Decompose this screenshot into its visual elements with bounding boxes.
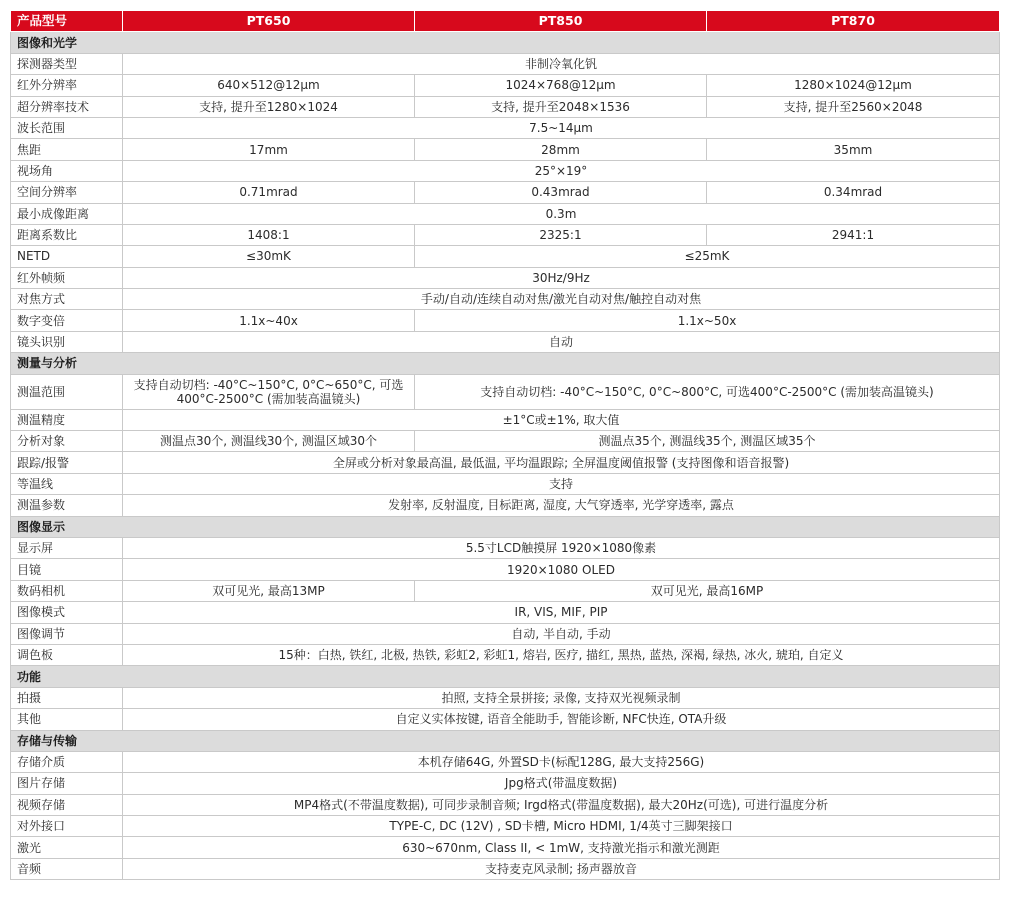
spec-value: 支持自动切档: -40°C~150°C, 0°C~650°C, 可选400°C-2500°C (需加装高温镜头) [123, 374, 415, 409]
spec-value: ≤30mK [123, 246, 415, 267]
section-title: 功能 [11, 666, 1000, 687]
spec-row [11, 580, 1000, 601]
spec-value: 17mm [123, 139, 415, 160]
spec-row [11, 139, 1000, 160]
spec-label: 目镜 [11, 559, 123, 580]
spec-label: 超分辨率技术 [11, 96, 123, 117]
spec-row [11, 53, 1000, 74]
spec-row [11, 246, 1000, 267]
spec-value: 2941:1 [707, 224, 1000, 245]
spec-label: 数码相机 [11, 580, 123, 601]
spec-row [11, 495, 1000, 516]
spec-sheet [0, 10, 1009, 880]
spec-row [11, 602, 1000, 623]
spec-value: Jpg格式(带温度数据) [123, 773, 1000, 794]
section-header-row [11, 516, 1000, 537]
spec-row [11, 75, 1000, 96]
spec-label: 对焦方式 [11, 289, 123, 310]
model-pt870: PT870 [707, 11, 1000, 32]
spec-label: 视场角 [11, 160, 123, 181]
spec-value: 双可见光, 最高13MP [123, 580, 415, 601]
section-header-row [11, 730, 1000, 751]
spec-row [11, 331, 1000, 352]
spec-value: ≤25mK [415, 246, 1000, 267]
spec-row [11, 431, 1000, 452]
spec-row [11, 203, 1000, 224]
spec-value: 28mm [415, 139, 707, 160]
spec-value: ±1°C或±1%, 取大值 [123, 409, 1000, 430]
spec-label: 测温参数 [11, 495, 123, 516]
spec-row [11, 473, 1000, 494]
spec-value: 非制冷氧化钒 [123, 53, 1000, 74]
spec-row [11, 687, 1000, 708]
spec-row [11, 816, 1000, 837]
spec-value: 640×512@12μm [123, 75, 415, 96]
spec-value: 0.43mrad [415, 182, 707, 203]
spec-value: 0.34mrad [707, 182, 1000, 203]
spec-value: 手动/自动/连续自动对焦/激光自动对焦/触控自动对焦 [123, 289, 1000, 310]
spec-row [11, 182, 1000, 203]
spec-label: 跟踪/报警 [11, 452, 123, 473]
section-header-row [11, 32, 1000, 53]
section-title: 存储与传输 [11, 730, 1000, 751]
spec-label: 镜头识别 [11, 331, 123, 352]
spec-row [11, 160, 1000, 181]
spec-value: 7.5~14μm [123, 117, 1000, 138]
spec-row [11, 837, 1000, 858]
spec-row [11, 709, 1000, 730]
spec-value: 支持麦克风录制; 扬声器放音 [123, 858, 1000, 879]
spec-value: 15种：白热, 铁红, 北极, 热铁, 彩虹2, 彩虹1, 熔岩, 医疗, 描红, 黑热, 蓝热, 深褐, 绿热, 冰火, 琥珀, 自定义 [123, 644, 1000, 665]
spec-row [11, 310, 1000, 331]
spec-value: 1.1x~50x [415, 310, 1000, 331]
spec-value: 支持, 提升至2560×2048 [707, 96, 1000, 117]
spec-label: NETD [11, 246, 123, 267]
spec-label: 音频 [11, 858, 123, 879]
spec-value: 1.1x~40x [123, 310, 415, 331]
spec-row [11, 289, 1000, 310]
spec-label: 探测器类型 [11, 53, 123, 74]
spec-value: 自动 [123, 331, 1000, 352]
spec-value: 630~670nm, Class II, < 1mW, 支持激光指示和激光测距 [123, 837, 1000, 858]
spec-value: 30Hz/9Hz [123, 267, 1000, 288]
spec-row [11, 794, 1000, 815]
spec-value: 1920×1080 OLED [123, 559, 1000, 580]
model-pt850: PT850 [415, 11, 707, 32]
spec-label: 对外接口 [11, 816, 123, 837]
spec-value: IR, VIS, MIF, PIP [123, 602, 1000, 623]
section-header-row [11, 666, 1000, 687]
spec-value: 1408:1 [123, 224, 415, 245]
spec-row [11, 537, 1000, 558]
spec-value: 支持自动切档: -40°C~150°C, 0°C~800°C, 可选400°C-2500°C (需加装高温镜头) [415, 374, 1000, 409]
spec-row [11, 773, 1000, 794]
model-pt650: PT650 [123, 11, 415, 32]
spec-label: 存储介质 [11, 751, 123, 772]
spec-value: 全屏或分析对象最高温, 最低温, 平均温跟踪; 全屏温度阈值报警 (支持图像和语音报警) [123, 452, 1000, 473]
spec-value: 本机存储64G, 外置SD卡(标配128G, 最大支持256G) [123, 751, 1000, 772]
spec-row [11, 452, 1000, 473]
spec-label: 数字变倍 [11, 310, 123, 331]
spec-label: 激光 [11, 837, 123, 858]
spec-label: 波长范围 [11, 117, 123, 138]
spec-label: 其他 [11, 709, 123, 730]
spec-value: 1024×768@12μm [415, 75, 707, 96]
spec-value: MP4格式(不带温度数据), 可同步录制音频; Irgd格式(带温度数据), 最大20Hz(可选), 可进行温度分析 [123, 794, 1000, 815]
spec-row [11, 96, 1000, 117]
spec-value: 支持, 提升至2048×1536 [415, 96, 707, 117]
spec-label: 视频存储 [11, 794, 123, 815]
spec-label: 红外分辨率 [11, 75, 123, 96]
spec-value: 拍照, 支持全景拼接; 录像, 支持双光视频录制 [123, 687, 1000, 708]
spec-label: 拍摄 [11, 687, 123, 708]
spec-label: 距离系数比 [11, 224, 123, 245]
spec-body [11, 32, 1000, 880]
spec-label: 分析对象 [11, 431, 123, 452]
section-title: 图像显示 [11, 516, 1000, 537]
spec-value: 支持 [123, 473, 1000, 494]
spec-value: 测温点35个, 测温线35个, 测温区域35个 [415, 431, 1000, 452]
section-header-row [11, 353, 1000, 374]
spec-label: 红外帧频 [11, 267, 123, 288]
spec-value: 35mm [707, 139, 1000, 160]
spec-table [10, 10, 1000, 880]
spec-row [11, 858, 1000, 879]
spec-value: 5.5寸LCD触摸屏 1920×1080像素 [123, 537, 1000, 558]
header-label: 产品型号 [11, 11, 123, 32]
spec-label: 空间分辨率 [11, 182, 123, 203]
spec-value: 测温点30个, 测温线30个, 测温区域30个 [123, 431, 415, 452]
spec-row [11, 409, 1000, 430]
spec-value: 自动, 半自动, 手动 [123, 623, 1000, 644]
spec-label: 图像模式 [11, 602, 123, 623]
spec-row [11, 751, 1000, 772]
spec-value: 25°×19° [123, 160, 1000, 181]
spec-label: 最小成像距离 [11, 203, 123, 224]
spec-row [11, 559, 1000, 580]
spec-row [11, 644, 1000, 665]
spec-row [11, 267, 1000, 288]
spec-label: 等温线 [11, 473, 123, 494]
spec-label: 调色板 [11, 644, 123, 665]
spec-value: 自定义实体按键, 语音全能助手, 智能诊断, NFC快连, OTA升级 [123, 709, 1000, 730]
spec-value: 0.71mrad [123, 182, 415, 203]
spec-label: 测温范围 [11, 374, 123, 409]
spec-label: 测温精度 [11, 409, 123, 430]
spec-value: 支持, 提升至1280×1024 [123, 96, 415, 117]
spec-value: 1280×1024@12μm [707, 75, 1000, 96]
spec-value: TYPE-C, DC (12V) , SD卡槽, Micro HDMI, 1/4英寸三脚架接口 [123, 816, 1000, 837]
spec-row [11, 224, 1000, 245]
spec-value: 发射率, 反射温度, 目标距离, 湿度, 大气穿透率, 光学穿透率, 露点 [123, 495, 1000, 516]
spec-label: 图像调节 [11, 623, 123, 644]
spec-label: 焦距 [11, 139, 123, 160]
section-title: 测量与分析 [11, 353, 1000, 374]
spec-row [11, 623, 1000, 644]
spec-label: 图片存储 [11, 773, 123, 794]
spec-value: 2325:1 [415, 224, 707, 245]
header-row [11, 11, 1000, 32]
spec-value: 0.3m [123, 203, 1000, 224]
spec-label: 显示屏 [11, 537, 123, 558]
spec-value: 双可见光, 最高16MP [415, 580, 1000, 601]
section-title: 图像和光学 [11, 32, 1000, 53]
spec-row [11, 117, 1000, 138]
spec-row [11, 374, 1000, 409]
